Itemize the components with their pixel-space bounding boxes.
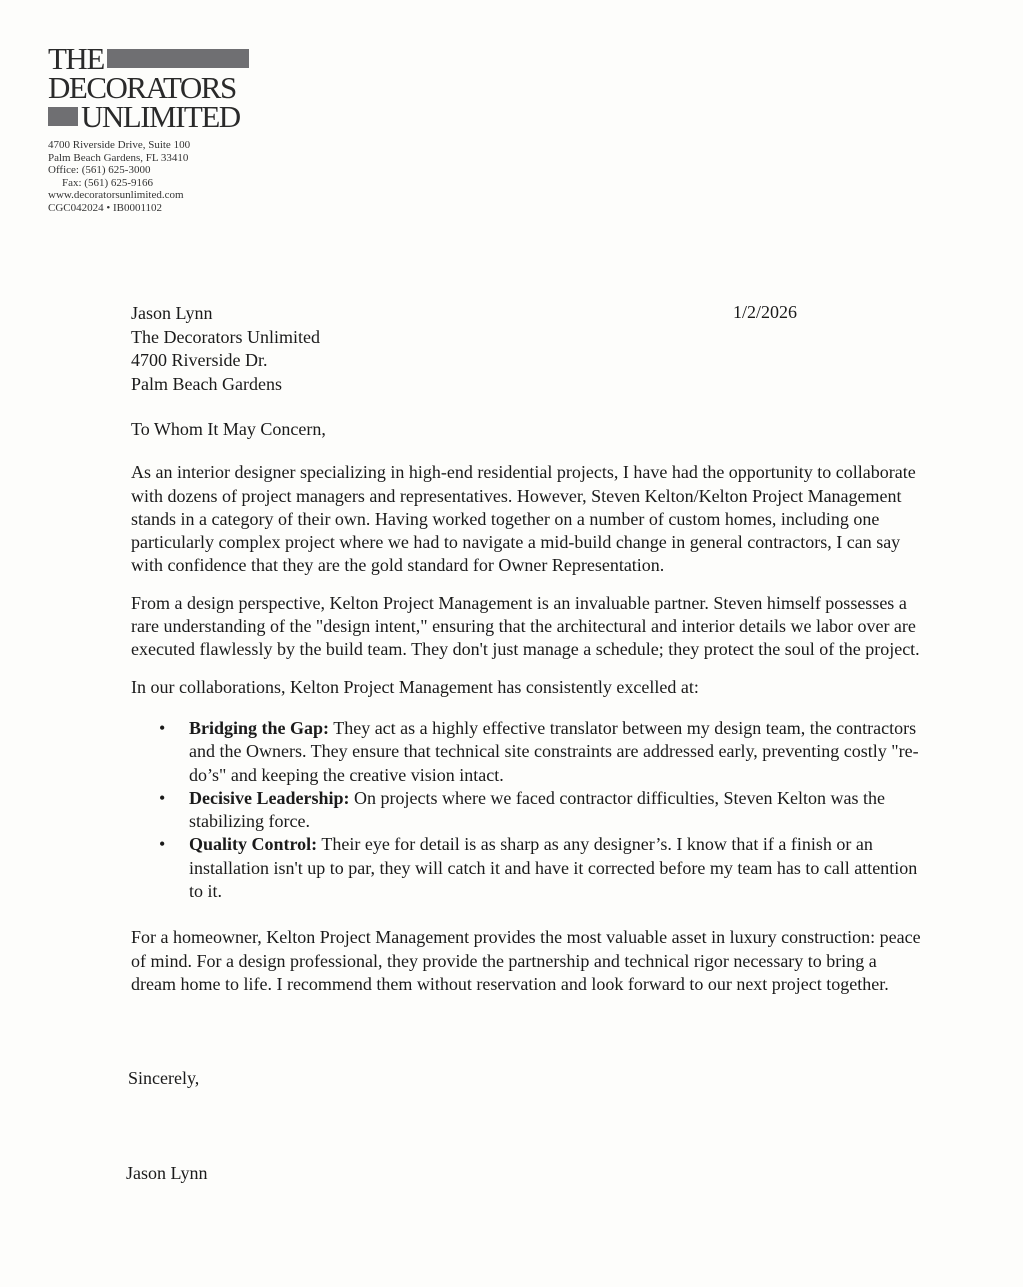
paragraph-closing: For a homeowner, Kelton Project Management provides the most valuable asset in luxury construction: peace of mind. For a design professional, they provide the partnership and technical rigor necessary to bring a dream home to life. I recommend them without reservation and look forward to our next project together.	[131, 927, 921, 994]
recipient-name: Jason Lynn	[131, 303, 213, 323]
recipient-address	[131, 302, 320, 396]
list-item	[159, 833, 921, 903]
bullet-icon: •	[159, 717, 166, 738]
signer-name: Jason Lynn	[126, 1163, 208, 1183]
logo-word-unlimited: UNLIMITED	[81, 99, 240, 134]
paragraph-list-lead: In our collaborations, Kelton Project Management has consistently excelled at:	[131, 676, 699, 697]
strengths-list	[131, 717, 921, 903]
letterhead-fax: Fax: (561) 625-9166	[62, 176, 154, 189]
letterhead-contact	[48, 139, 190, 214]
bullet-text: On projects where we faced contractor difficulties, Steven Kelton was the stabilizing force.	[189, 787, 885, 832]
bullet-title: Decisive Leadership:	[189, 787, 350, 808]
bullet-text: They act as a highly effective translator between my design team, the contractors and the Owners. They ensure that technical site constraints are addressed early, preventing costly "re-do’s" and keeping the creative vision intact.	[189, 717, 919, 785]
letterhead-office-phone: Office: (561) 625-3000	[48, 164, 151, 176]
logo-word-the: THE	[48, 41, 104, 76]
letterhead-website: www.decoratorsunlimited.com	[48, 189, 184, 201]
logo-bar-left	[48, 107, 78, 126]
recipient-company: The Decorators Unlimited	[131, 326, 320, 347]
list-item	[159, 717, 921, 787]
company-logo	[48, 41, 268, 134]
bullet-text: Their eye for detail is as sharp as any designer’s. I know that if a finish or an installation isn't up to par, they will catch it and have it corrected before my team has to call attention to it.	[189, 834, 918, 902]
closing-salutation: Sincerely,	[128, 1068, 200, 1088]
letterhead-city: Palm Beach Gardens, FL 33410	[48, 151, 189, 164]
letter-date: 1/2/2026	[733, 302, 798, 322]
bullet-icon: •	[159, 834, 166, 855]
paragraph-design-perspective: From a design perspective, Kelton Project Management is an invaluable partner. Steven himself possesses a rare understanding of the "design intent," ensuring that the architectural and interior details we labor over are executed flawlessly by the build team. They don't just manage a schedule; they protect the soul of the project.	[131, 592, 920, 660]
letterhead-address: 4700 Riverside Drive, Suite 100	[48, 139, 191, 151]
letter-body	[131, 418, 921, 1010]
bullet-title: Bridging the Gap:	[189, 717, 330, 738]
recipient-street: 4700 Riverside Dr.	[131, 350, 268, 370]
bullet-icon: •	[159, 787, 166, 808]
paragraph-intro: As an interior designer specializing in high-end residential projects, I have had the opportunity to collaborate with dozens of project managers and representatives. However, Steven Kelton/Kelton Project Management stands in a category of their own. Having worked together on a number of custom homes, including one particularly complex project where we had to navigate a mid-build change in general contractors, I can say with confidence that they are the gold standard for Owner Representation.	[131, 462, 916, 576]
salutation: To Whom It May Concern,	[131, 419, 326, 439]
list-item	[159, 787, 921, 834]
letterhead-license: CGC042024 • IB0001102	[48, 201, 163, 214]
logo-bar-top	[107, 49, 249, 68]
bullet-title: Quality Control:	[189, 834, 318, 855]
logo-word-decorators: DECORATORS	[48, 70, 236, 105]
recipient-city: Palm Beach Gardens	[131, 373, 282, 394]
